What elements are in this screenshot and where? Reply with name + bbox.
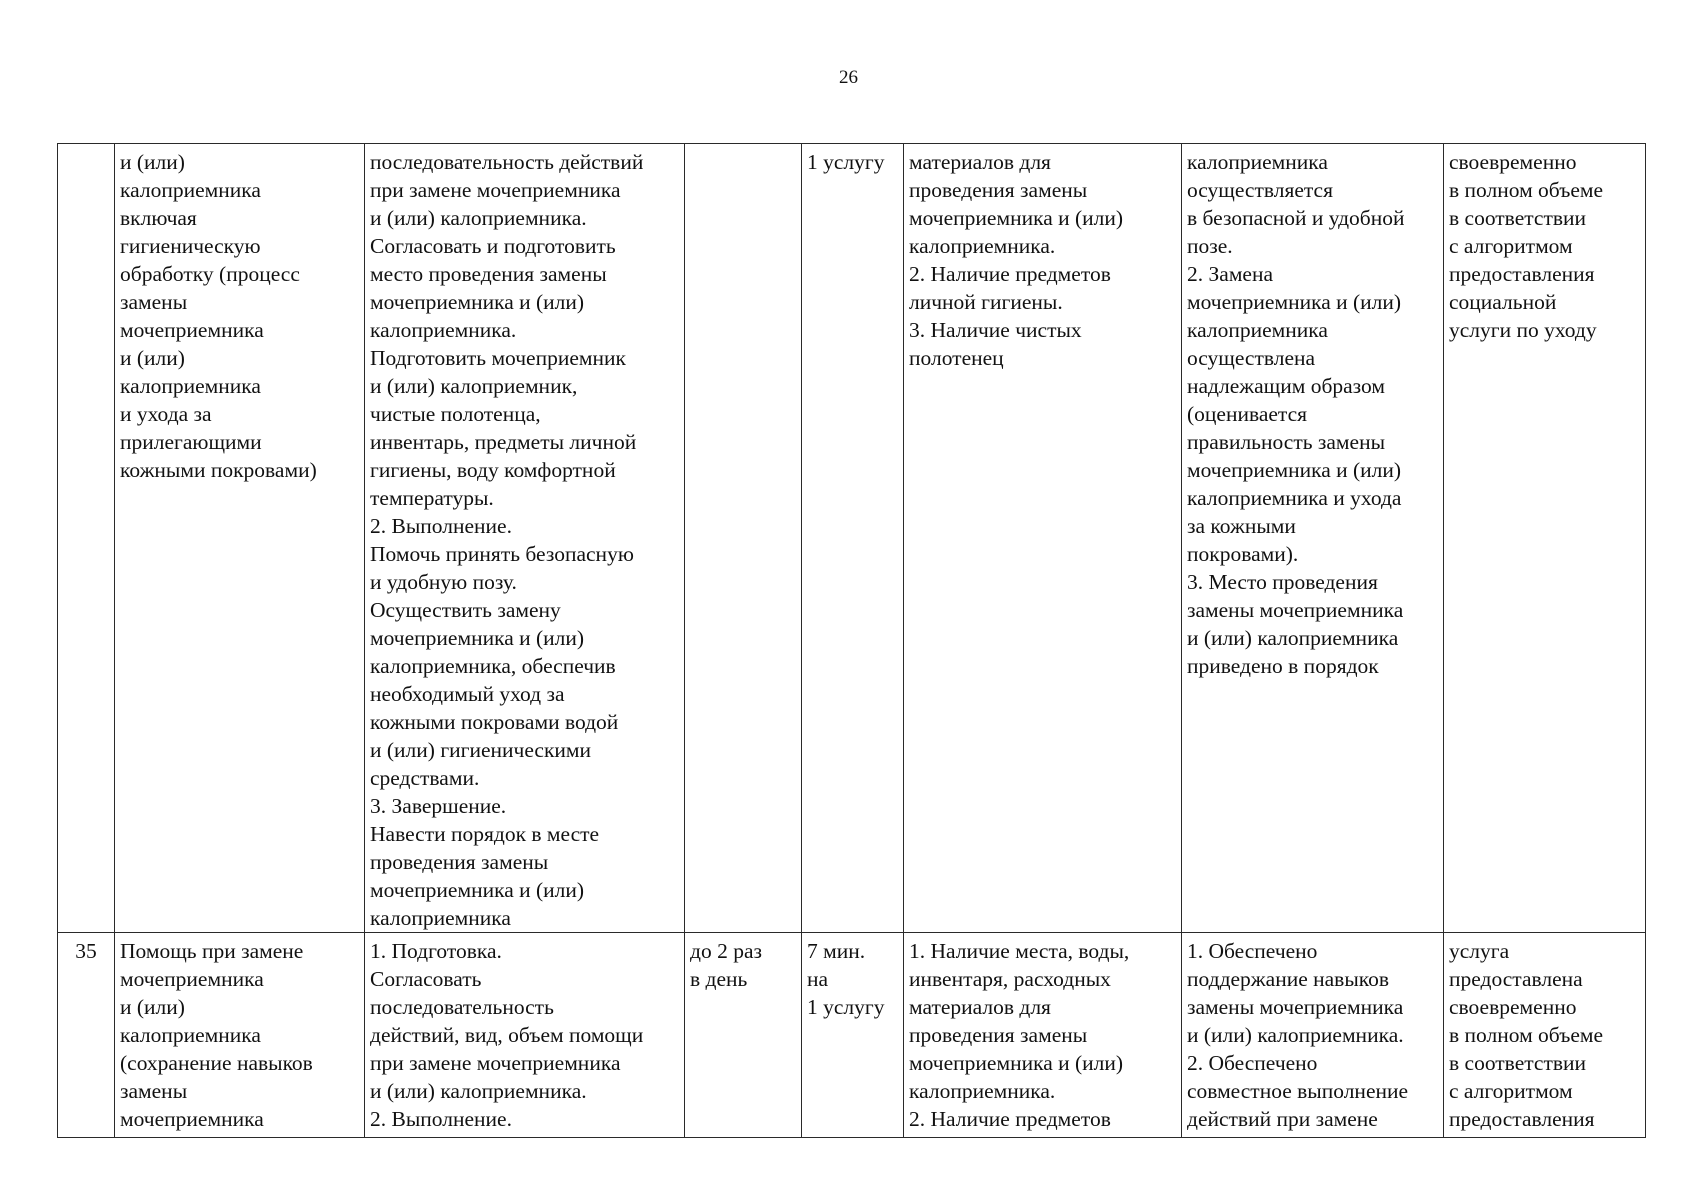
cell-text-line: мочеприемника	[120, 1107, 264, 1131]
result-cell	[1444, 144, 1646, 933]
service-name-cell	[115, 144, 365, 933]
quality-indicators-cell	[1182, 144, 1444, 933]
cell-text-line: Осуществить замену	[370, 598, 561, 622]
time-cell	[802, 933, 904, 1138]
cell-text-line: за кожными	[1187, 514, 1296, 538]
cell-text-line: личной гигиены.	[909, 290, 1063, 314]
cell-text-line: 1. Наличие места, воды,	[909, 939, 1130, 963]
time-cell	[802, 144, 904, 933]
cell-text-line: калоприемника.	[909, 234, 1056, 258]
cell-text-line: 2. Замена	[1187, 262, 1274, 286]
cell-text-line: инвентарь, предметы личной	[370, 430, 637, 454]
cell-text-line: и (или) калоприемника.	[370, 206, 587, 230]
service-standards-table	[57, 143, 1646, 1138]
cell-text-line: предоставлена	[1449, 967, 1583, 991]
cell-text-line: Помочь принять безопасную	[370, 542, 634, 566]
cell-text-line: с алгоритмом	[1449, 1079, 1573, 1103]
cell-text-line: надлежащим образом	[1187, 374, 1385, 398]
cell-text-line: (оценивается	[1187, 402, 1308, 426]
cell-text-line: инвентаря, расходных	[909, 967, 1111, 991]
cell-text-line: мочеприемника и (или)	[370, 290, 585, 314]
cell-text-line: калоприемника, обеспечив	[370, 654, 616, 678]
cell-text-line: мочеприемника и (или)	[1187, 290, 1402, 314]
cell-text-line: 2. Выполнение.	[370, 1107, 512, 1131]
cell-text-line: на	[807, 967, 829, 991]
cell-text-line: замены	[120, 1079, 188, 1103]
cell-text-line: и (или)	[120, 150, 185, 174]
cell-text-line: и (или) калоприемника	[1187, 626, 1399, 650]
cell-text-line: 7 мин.	[807, 939, 866, 963]
cell-text-line: замены мочеприемника	[1187, 598, 1404, 622]
cell-text-line: и (или) гигиеническими	[370, 738, 592, 762]
cell-text-line: обработку (процесс	[120, 262, 300, 286]
cell-text-line: в полном объеме	[1449, 1023, 1604, 1047]
cell-text-line: в соответствии	[1449, 206, 1587, 230]
cell-text-line: мочеприемника и (или)	[370, 626, 585, 650]
cell-text-line: последовательность	[370, 995, 554, 1019]
cell-text-line: действий при замене	[1187, 1107, 1378, 1131]
cell-text-line: кожными покровами)	[120, 458, 317, 482]
cell-text-line: проведения замены	[909, 178, 1088, 202]
cell-text-line: в полном объеме	[1449, 178, 1604, 202]
cell-text-line: 3. Наличие чистых	[909, 318, 1082, 342]
cell-text-line: 1 услугу	[807, 150, 885, 174]
cell-text-line: осуществляется	[1187, 178, 1333, 202]
cell-text-line: в соответствии	[1449, 1051, 1587, 1075]
cell-text-line: (сохранение навыков	[120, 1051, 313, 1075]
cell-text-line: калоприемника	[120, 1023, 261, 1047]
result-cell	[1444, 933, 1646, 1138]
cell-text-line: последовательность действий	[370, 150, 644, 174]
cell-text-line: 1. Подготовка.	[370, 939, 502, 963]
cell-text-line: материалов для	[909, 995, 1051, 1019]
cell-text-line: 1. Обеспечено	[1187, 939, 1318, 963]
cell-text-line: кожными покровами водой	[370, 710, 619, 734]
cell-text-line: предоставления	[1449, 262, 1595, 286]
conditions-cell	[904, 933, 1182, 1138]
cell-text-line: приведено в порядок	[1187, 654, 1379, 678]
cell-text-line: средствами.	[370, 766, 480, 790]
cell-text-line: Подготовить мочеприемник	[370, 346, 626, 370]
cell-text-line: услуги по уходу	[1449, 318, 1597, 342]
cell-text-line: в день	[690, 967, 748, 991]
cell-text-line: место проведения замены	[370, 262, 607, 286]
cell-text-line: гигиеническую	[120, 234, 261, 258]
cell-text-line: температуры.	[370, 486, 494, 510]
cell-text-line: предоставления	[1449, 1107, 1595, 1131]
cell-text-line: и удобную позу.	[370, 570, 517, 594]
service-content-cell	[365, 144, 685, 933]
cell-text-line: до 2 раз	[690, 939, 762, 963]
cell-text-line: позе.	[1187, 234, 1233, 258]
cell-text-line: мочеприемника и (или)	[909, 1051, 1124, 1075]
cell-text-line: и ухода за	[120, 402, 212, 426]
cell-text-line: материалов для	[909, 150, 1051, 174]
cell-text-line: с алгоритмом	[1449, 234, 1573, 258]
cell-text-line: 1 услугу	[807, 995, 885, 1019]
cell-text-line: осуществлена	[1187, 346, 1316, 370]
cell-text-line: мочеприемника и (или)	[909, 206, 1124, 230]
cell-text-line: полотенец	[909, 346, 1004, 370]
cell-text-line: покровами).	[1187, 542, 1299, 566]
cell-text-line: замены	[120, 290, 188, 314]
cell-text-line: чистые полотенца,	[370, 402, 541, 426]
cell-text-line: калоприемника	[120, 374, 261, 398]
cell-text-line: Согласовать и подготовить	[370, 234, 616, 258]
frequency-cell	[685, 933, 802, 1138]
conditions-cell	[904, 144, 1182, 933]
cell-text-line: калоприемника	[120, 178, 261, 202]
cell-text-line: и (или) калоприемник,	[370, 374, 578, 398]
cell-text-line: своевременно	[1449, 150, 1577, 174]
cell-text-line: 2. Выполнение.	[370, 514, 512, 538]
cell-text-line: необходимый уход за	[370, 682, 565, 706]
cell-text-line: поддержание навыков	[1187, 967, 1390, 991]
cell-text-line: калоприемника	[370, 906, 511, 930]
cell-text-line: и (или)	[120, 995, 185, 1019]
row-number-cell: 35	[58, 933, 115, 1138]
cell-text-line: калоприемника	[1187, 150, 1328, 174]
cell-text-line: в безопасной и удобной	[1187, 206, 1405, 230]
cell-text-line: совместное выполнение	[1187, 1079, 1409, 1103]
cell-text-line: включая	[120, 206, 197, 230]
service-content-cell	[365, 933, 685, 1138]
cell-text-line: проведения замены	[370, 850, 549, 874]
cell-text-line: и (или) калоприемника.	[370, 1079, 587, 1103]
cell-text-line: калоприемника.	[370, 318, 517, 342]
cell-text-line: своевременно	[1449, 995, 1577, 1019]
cell-text-line: социальной	[1449, 290, 1557, 314]
table-row	[58, 144, 1646, 933]
cell-text-line: мочеприемника и (или)	[1187, 458, 1402, 482]
cell-text-line: калоприемника.	[909, 1079, 1056, 1103]
cell-text-line: при замене мочеприемника	[370, 178, 621, 202]
cell-text-line: правильность замены	[1187, 430, 1386, 454]
cell-text-line: проведения замены	[909, 1023, 1088, 1047]
cell-text-line: услуга	[1449, 939, 1510, 963]
row-number-cell	[58, 144, 115, 933]
frequency-cell	[685, 144, 802, 933]
cell-text-line: при замене мочеприемника	[370, 1051, 621, 1075]
cell-text-line: Помощь при замене	[120, 939, 304, 963]
service-name-cell	[115, 933, 365, 1138]
table-row	[58, 933, 1646, 1138]
cell-text-line: и (или)	[120, 346, 185, 370]
cell-text-line: мочеприемника	[120, 318, 264, 342]
cell-text-line: калоприемника	[1187, 318, 1328, 342]
cell-text-line: Согласовать	[370, 967, 482, 991]
quality-indicators-cell	[1182, 933, 1444, 1138]
page-number: 26	[839, 67, 858, 88]
cell-text-line: гигиены, воду комфортной	[370, 458, 616, 482]
cell-text-line: 2. Обеспечено	[1187, 1051, 1318, 1075]
cell-text-line: замены мочеприемника	[1187, 995, 1404, 1019]
cell-text-line: Навести порядок в месте	[370, 822, 600, 846]
cell-text-line: мочеприемника	[120, 967, 264, 991]
cell-text-line: 2. Наличие предметов	[909, 262, 1111, 286]
cell-text-line: мочеприемника и (или)	[370, 878, 585, 902]
cell-text-line: 3. Место проведения	[1187, 570, 1378, 594]
cell-text-line: 2. Наличие предметов	[909, 1107, 1111, 1131]
cell-text-line: калоприемника и ухода	[1187, 486, 1402, 510]
cell-text-line: прилегающими	[120, 430, 262, 454]
cell-text-line: 3. Завершение.	[370, 794, 507, 818]
cell-text-line: действий, вид, объем помощи	[370, 1023, 644, 1047]
cell-text-line: и (или) калоприемника.	[1187, 1023, 1404, 1047]
